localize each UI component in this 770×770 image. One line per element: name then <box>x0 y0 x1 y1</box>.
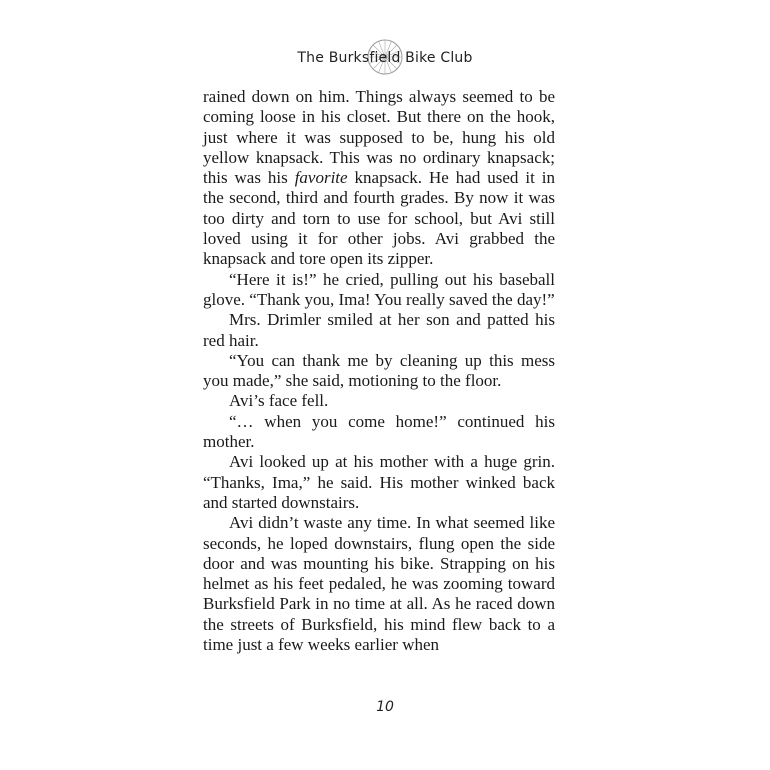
paragraph: “Here it is!” he cried, pulling out his baseball glove. “Thank you, Ima! You really saved the day!” <box>203 269 555 309</box>
paragraph: “You can thank me by cleaning up this mess you made,” she said, motioning to the floor. <box>203 350 555 391</box>
page-number: 10 <box>376 699 394 715</box>
emphasis: favorite <box>294 168 348 188</box>
paragraph-text: rained down on him. Things always seemed to be coming loose in his closet. But there on the hook, just where it was supposed to be, hung his old yellow knapsack. This was no ordinary knapsack; this was his <box>203 87 555 188</box>
body-text <box>203 87 555 655</box>
paragraph: Mrs. Drimler smiled at her son and patted his red hair. <box>203 310 555 350</box>
paragraph-text: knapsack. He had used it in the second, third and fourth grades. By now it was too dirty and torn to use for school, but Avi still loved using it for other jobs. Avi grabbed the knapsack and tore open its zipper. <box>203 168 556 269</box>
paragraph: Avi didn’t waste any time. In what seemed like seconds, he loped downstairs, flung open the side door and was mounting his bike. Strapping on his helmet as his feet pedaled, he was zooming toward Burksfield Park in no time at all. As he raced down the streets of Burksfield, his mind flew back to a time just a few weeks earlier when <box>203 513 555 655</box>
running-head: The Burksfield Bike Club <box>297 50 473 66</box>
paragraph: “… when you come home!” continued his mother. <box>203 411 555 452</box>
paragraph: Avi’s face fell. <box>229 391 329 411</box>
paragraph <box>203 87 555 270</box>
paragraph: Avi looked up at his mother with a huge grin. “Thanks, Ima,” he said. His mother winked back and started downstairs. <box>203 452 555 512</box>
